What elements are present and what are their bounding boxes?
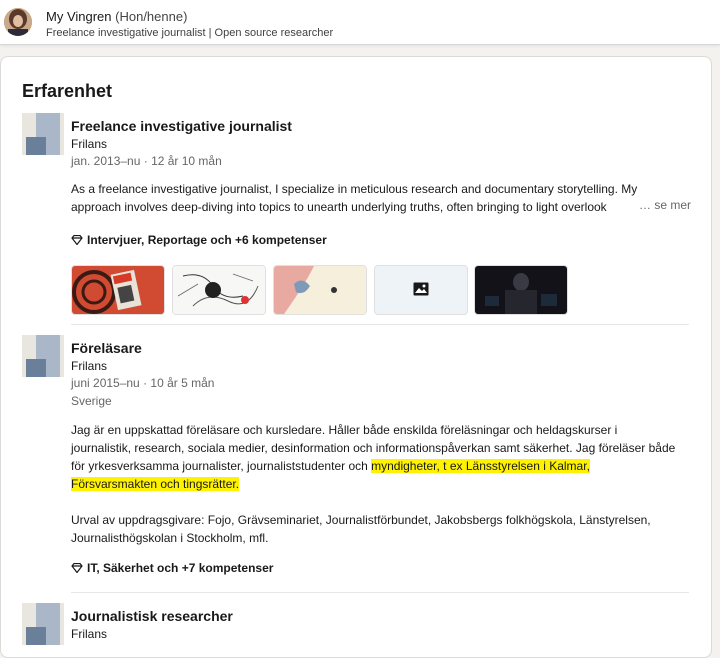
diamond-icon: [71, 234, 83, 248]
experience-company: Frilans: [71, 137, 108, 151]
see-more-link[interactable]: … se mer: [635, 198, 691, 212]
profile-pronouns: (Hon/henne): [115, 9, 188, 24]
divider: [71, 324, 689, 325]
description-line: Urval av uppdragsgivare: Fojo, Grävseminariet, Journalistförbundet, Jakobsbergs folkhögskola, Länstyrelsen,: [71, 513, 651, 527]
experience-dates: jan. 2013–nu · 12 år 10 mån: [71, 154, 222, 168]
experience-title[interactable]: Journalistisk researcher: [71, 608, 233, 624]
company-logo-icon[interactable]: [22, 603, 64, 645]
profile-header: [0, 0, 720, 45]
media-thumbnail[interactable]: [374, 265, 468, 315]
skills-row[interactable]: [71, 233, 327, 248]
media-thumbnail[interactable]: [71, 265, 165, 315]
description-text: för yrkesverksamma journalister, journaliststudenter och: [71, 459, 372, 473]
description-line: As a freelance investigative journalist, I specialize in meticulous research and documentary storytelling. My: [71, 182, 638, 196]
experience-card: [0, 56, 712, 658]
media-thumbnail[interactable]: [474, 265, 568, 315]
company-logo-icon[interactable]: [22, 335, 64, 377]
highlighted-text: myndigheter, t ex Länsstyrelsen i Kalmar,: [371, 459, 590, 473]
company-logo-icon[interactable]: [22, 113, 64, 155]
description-line: journalistik, research, sociala medier, desinformation och informationspåverkan samt säkerhet. Jag föreläser både: [71, 441, 676, 455]
divider: [71, 592, 689, 593]
highlighted-text: Försvarsmakten och tingsrätter.: [71, 477, 240, 491]
description-line: Journalisthögskolan i Stockholm, mfl.: [71, 531, 269, 545]
experience-description: [71, 421, 691, 547]
media-thumbnail[interactable]: [273, 265, 367, 315]
section-title: Erfarenhet: [22, 81, 113, 101]
profile-name[interactable]: [46, 9, 187, 24]
experience-company: Frilans: [71, 359, 108, 373]
image-icon: [413, 282, 429, 301]
avatar[interactable]: [4, 8, 32, 36]
blank-line: [71, 493, 691, 511]
profile-name-text: My Vingren: [46, 9, 112, 24]
skills-text: IT, Säkerhet och +7 kompetenser: [87, 561, 274, 575]
experience-title[interactable]: Föreläsare: [71, 340, 142, 356]
experience-location: Sverige: [71, 394, 112, 408]
media-thumbnail[interactable]: [172, 265, 266, 315]
skills-row[interactable]: [71, 561, 273, 576]
experience-description: [71, 180, 691, 216]
skills-text: Intervjuer, Reportage och +6 kompetenser: [87, 233, 327, 247]
description-line: Jag är en uppskattad föreläsare och kursledare. Håller både enskilda föreläsningar och heldagskurser i: [71, 423, 618, 437]
experience-dates: juni 2015–nu · 10 år 5 mån: [71, 376, 215, 390]
experience-title[interactable]: Freelance investigative journalist: [71, 118, 292, 134]
description-line: [71, 475, 691, 493]
description-line: approach involves deep-diving into topics to unearth underlying truths, often bringing to light overlook: [71, 200, 607, 214]
description-line: [71, 457, 691, 475]
diamond-icon: [71, 562, 83, 576]
profile-headline: Freelance investigative journalist | Open source researcher: [46, 27, 334, 39]
experience-company: Frilans: [71, 627, 108, 641]
